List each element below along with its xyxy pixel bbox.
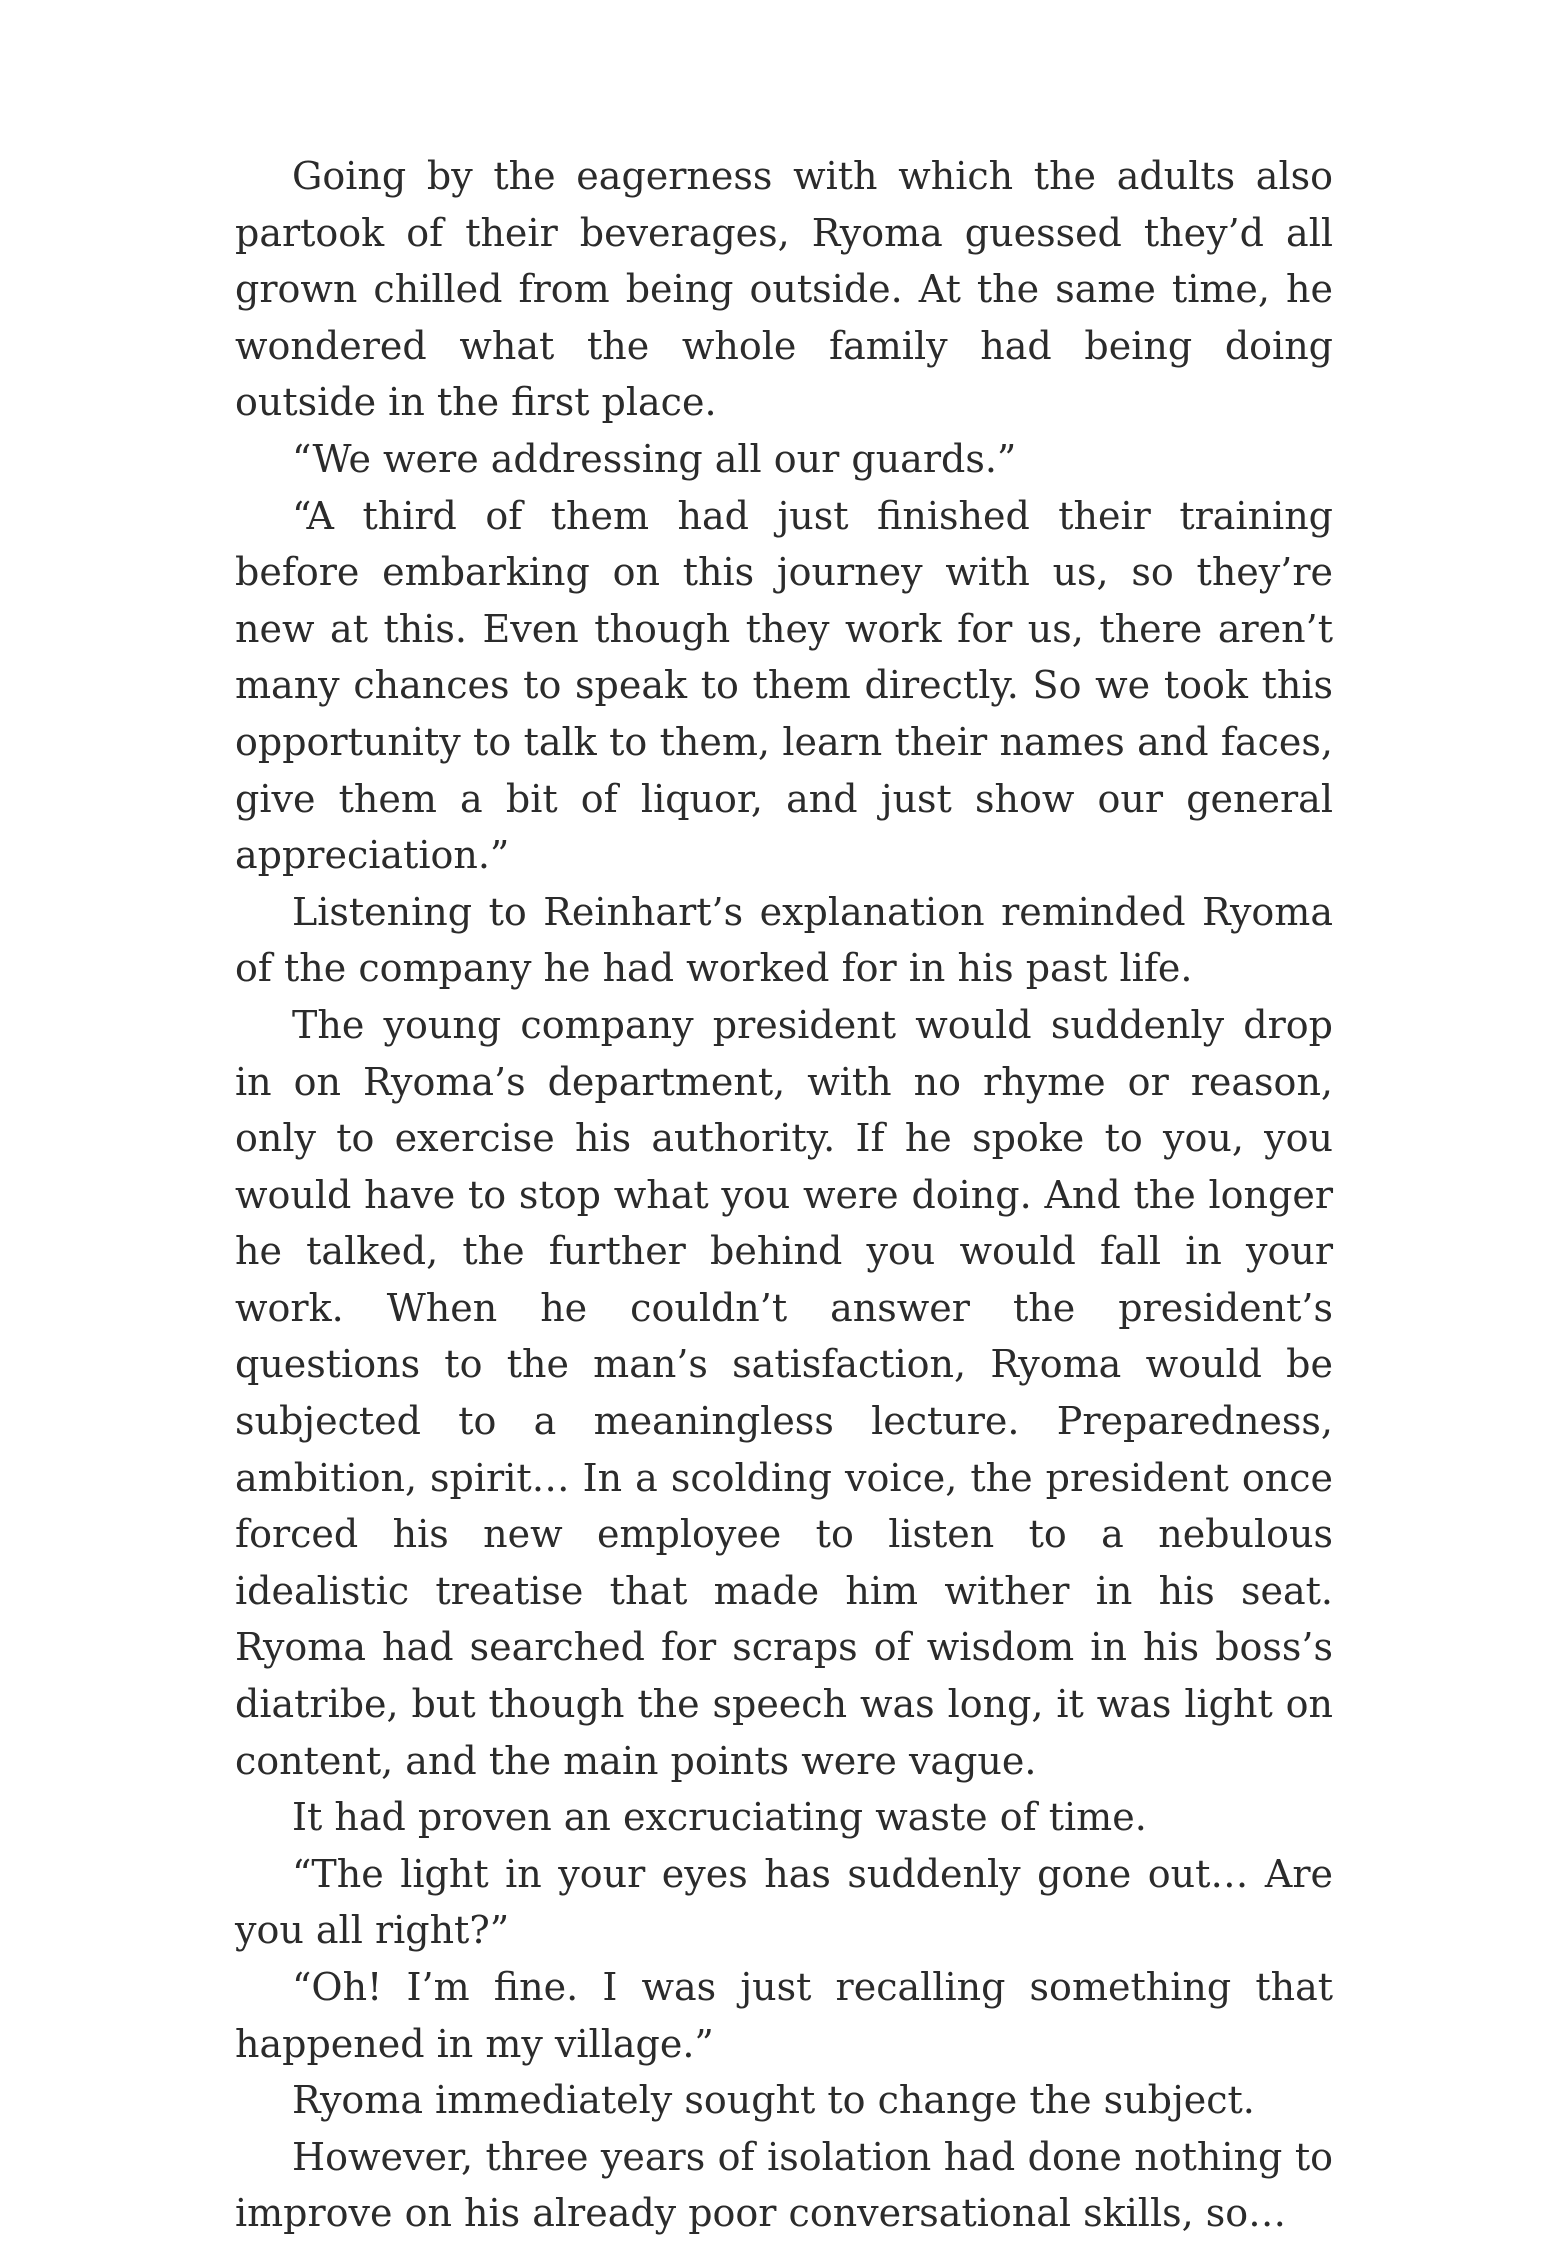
paragraph-4: Listening to Reinhart’s explanation reminded Ryoma of the company he had worked for in his past life.: [235, 889, 1333, 991]
paragraph-3: “A third of them had just finished their training before embarking on this journey with us, so they’re new at this. Even though they work for us, there aren’t many chances to speak to them directly. So we took this opportunity to talk to them, learn their names and faces, give them a bit of liquor, and just show our general appreciation.”: [235, 493, 1333, 878]
paragraph-2: “We were addressing all our guards.”: [292, 436, 1017, 481]
paragraph-6: It had proven an excruciating waste of time.: [292, 1795, 1147, 1840]
paragraph-5: The young company president would suddenly drop in on Ryoma’s department, with no rhyme or reason, only to exercise his authority. If he spoke to you, you would have to stop what you were doing. And the longer he talked, the further behind you would fall in your work. When he couldn’t answer the president’s questions to the man’s satisfaction, Ryoma would be subjected to a meaningless lecture. Preparedness, ambition, spirit… In a scolding voice, the president once forced his new employee to listen to a nebulous idealistic treatise that made him wither in his seat. Ryoma had searched for scraps of wisdom in his boss’s diatribe, but though the speech was long, it was light on content, and the main points were vague.: [235, 1002, 1333, 1783]
paragraph-1: Going by the eagerness with which the adults also partook of their beverages, Ryoma guessed they’d all grown chilled from being outside. At the same time, he wondered what the whole family had being doing outside in the first place.: [235, 154, 1333, 425]
paragraph-8: “Oh! I’m fine. I was just recalling something that happened in my village.”: [235, 1965, 1333, 2066]
body-text: [235, 148, 1333, 2242]
paragraph-10: However, three years of isolation had done nothing to improve on his already poor conversational skills, so…: [235, 2134, 1333, 2236]
paragraph-7: “The light in your eyes has suddenly gone out… Are you all right?”: [235, 1851, 1333, 1953]
paragraph-9: Ryoma immediately sought to change the subject.: [292, 2078, 1255, 2123]
